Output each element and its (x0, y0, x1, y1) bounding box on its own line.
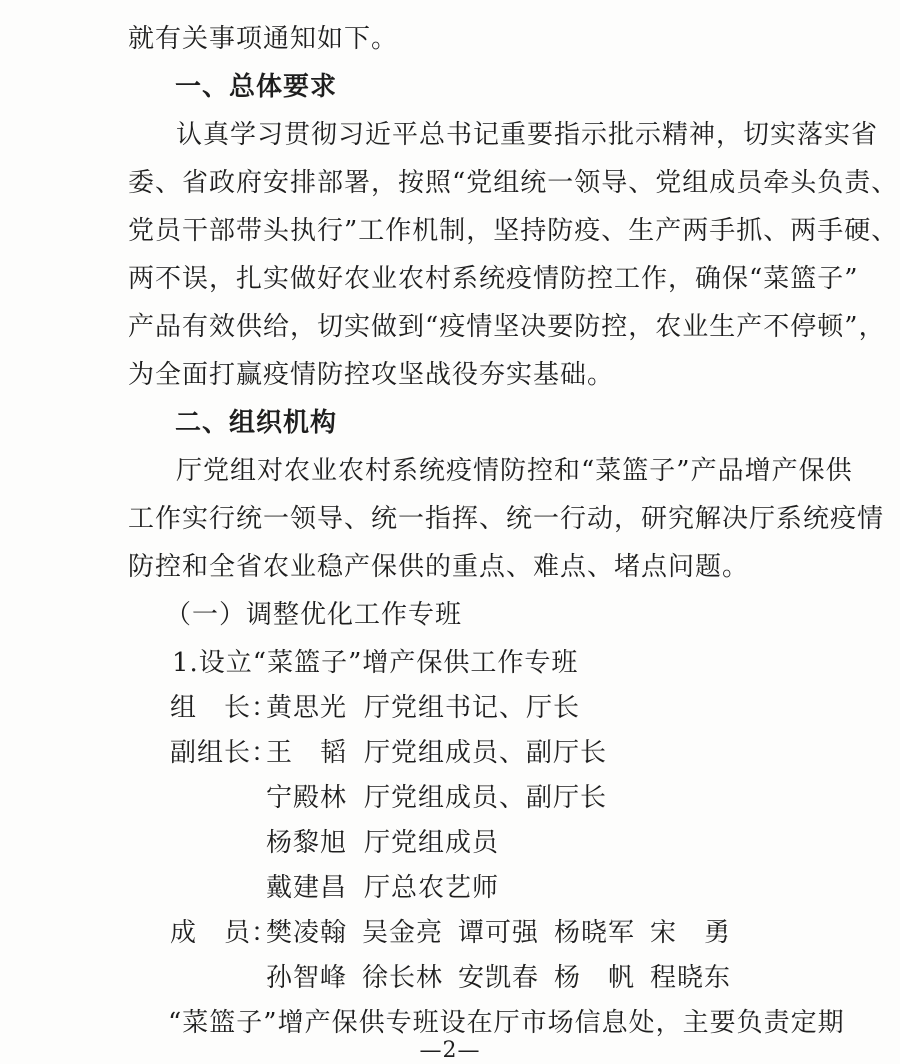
person-name: 宁殿林 (266, 783, 348, 813)
person-name: 程晓东 (650, 963, 732, 993)
person-name: 黄思光 (266, 693, 348, 723)
page-number: —2— (419, 1038, 481, 1063)
roster-leader-row (0, 691, 900, 725)
paragraph-text: 党员干部带头执行”工作机制，坚持防疫、生产两手抓、两手硬、 (128, 216, 899, 246)
person-title: 厅党组成员、副厅长 (364, 738, 608, 768)
roster-label: 组 长： (170, 693, 279, 723)
roster-members-row (0, 916, 900, 950)
text-line (0, 166, 900, 200)
section-heading (0, 70, 900, 104)
text-line (0, 454, 900, 488)
paragraph-text: 工作实行统一领导、统一指挥、统一行动，研究解决厅系统疫情 (128, 504, 885, 534)
person-name: 戴建昌 (266, 873, 348, 903)
paragraph-text: 两不误，扎实做好农业农村系统疫情防控工作，确保“菜篮子” (128, 264, 859, 294)
heading-text: 二、组织机构 (175, 408, 338, 438)
text-line (0, 550, 900, 584)
text-line (0, 214, 900, 248)
person-name: 杨 帆 (554, 963, 636, 993)
roster-label: 成 员： (170, 918, 279, 948)
person-title: 厅党组成员、副厅长 (364, 783, 608, 813)
person-name: 宋 勇 (650, 918, 732, 948)
person-name: 孙智峰 (266, 963, 348, 993)
item-heading (0, 646, 900, 680)
heading-text: 一、总体要求 (175, 72, 338, 102)
paragraph-text: 防控和全省农业稳产保供的重点、难点、堵点问题。 (128, 552, 750, 582)
paragraph-text: 就有关事项通知如下。 (128, 24, 399, 54)
text-line (0, 22, 900, 56)
text-line (0, 1006, 900, 1040)
heading-text: 1.设立“菜篮子”增产保供工作专班 (172, 648, 579, 678)
person-name: 徐长林 (362, 963, 444, 993)
paragraph-text: 为全面打赢疫情防控攻坚战役夯实基础。 (128, 360, 615, 390)
person-name: 安凯春 (458, 963, 540, 993)
roster-deputy-row (0, 826, 900, 860)
text-line (0, 502, 900, 536)
paragraph-text: 厅党组对农业农村系统疫情防控和“菜篮子”产品增产保供 (176, 456, 853, 486)
text-line (0, 118, 900, 152)
person-title: 厅总农艺师 (364, 873, 500, 903)
person-name: 王 韬 (266, 738, 348, 768)
roster-deputy-row (0, 871, 900, 905)
person-name: 吴金亮 (362, 918, 444, 948)
paragraph-text: “菜篮子”增产保供专班设在厅市场信息处，主要负责定期 (168, 1008, 845, 1038)
paragraph-text: 委、省政府安排部署，按照“党组统一领导、党组成员牵头负责、 (128, 168, 899, 198)
roster-label: 副组长： (170, 738, 279, 768)
paragraph-text: 产品有效供给，切实做到“疫情坚决要防控，农业生产不停顿”， (128, 312, 886, 342)
person-name: 谭可强 (458, 918, 540, 948)
person-title: 厅党组书记、厅长 (364, 693, 581, 723)
heading-text: （一）调整优化工作专班 (165, 600, 463, 630)
person-name: 杨晓军 (554, 918, 636, 948)
person-name: 樊凌翰 (266, 918, 348, 948)
text-line (0, 310, 900, 344)
subsection-heading (0, 598, 900, 632)
paragraph-text: 认真学习贯彻习近平总书记重要指示批示精神，切实落实省 (176, 120, 879, 150)
text-line (0, 358, 900, 392)
roster-deputy-row (0, 781, 900, 815)
roster-deputy-row (0, 736, 900, 770)
person-title: 厅党组成员 (364, 828, 500, 858)
text-line (0, 262, 900, 296)
roster-members-row (0, 961, 900, 995)
section-heading (0, 406, 900, 440)
person-name: 杨黎旭 (266, 828, 348, 858)
